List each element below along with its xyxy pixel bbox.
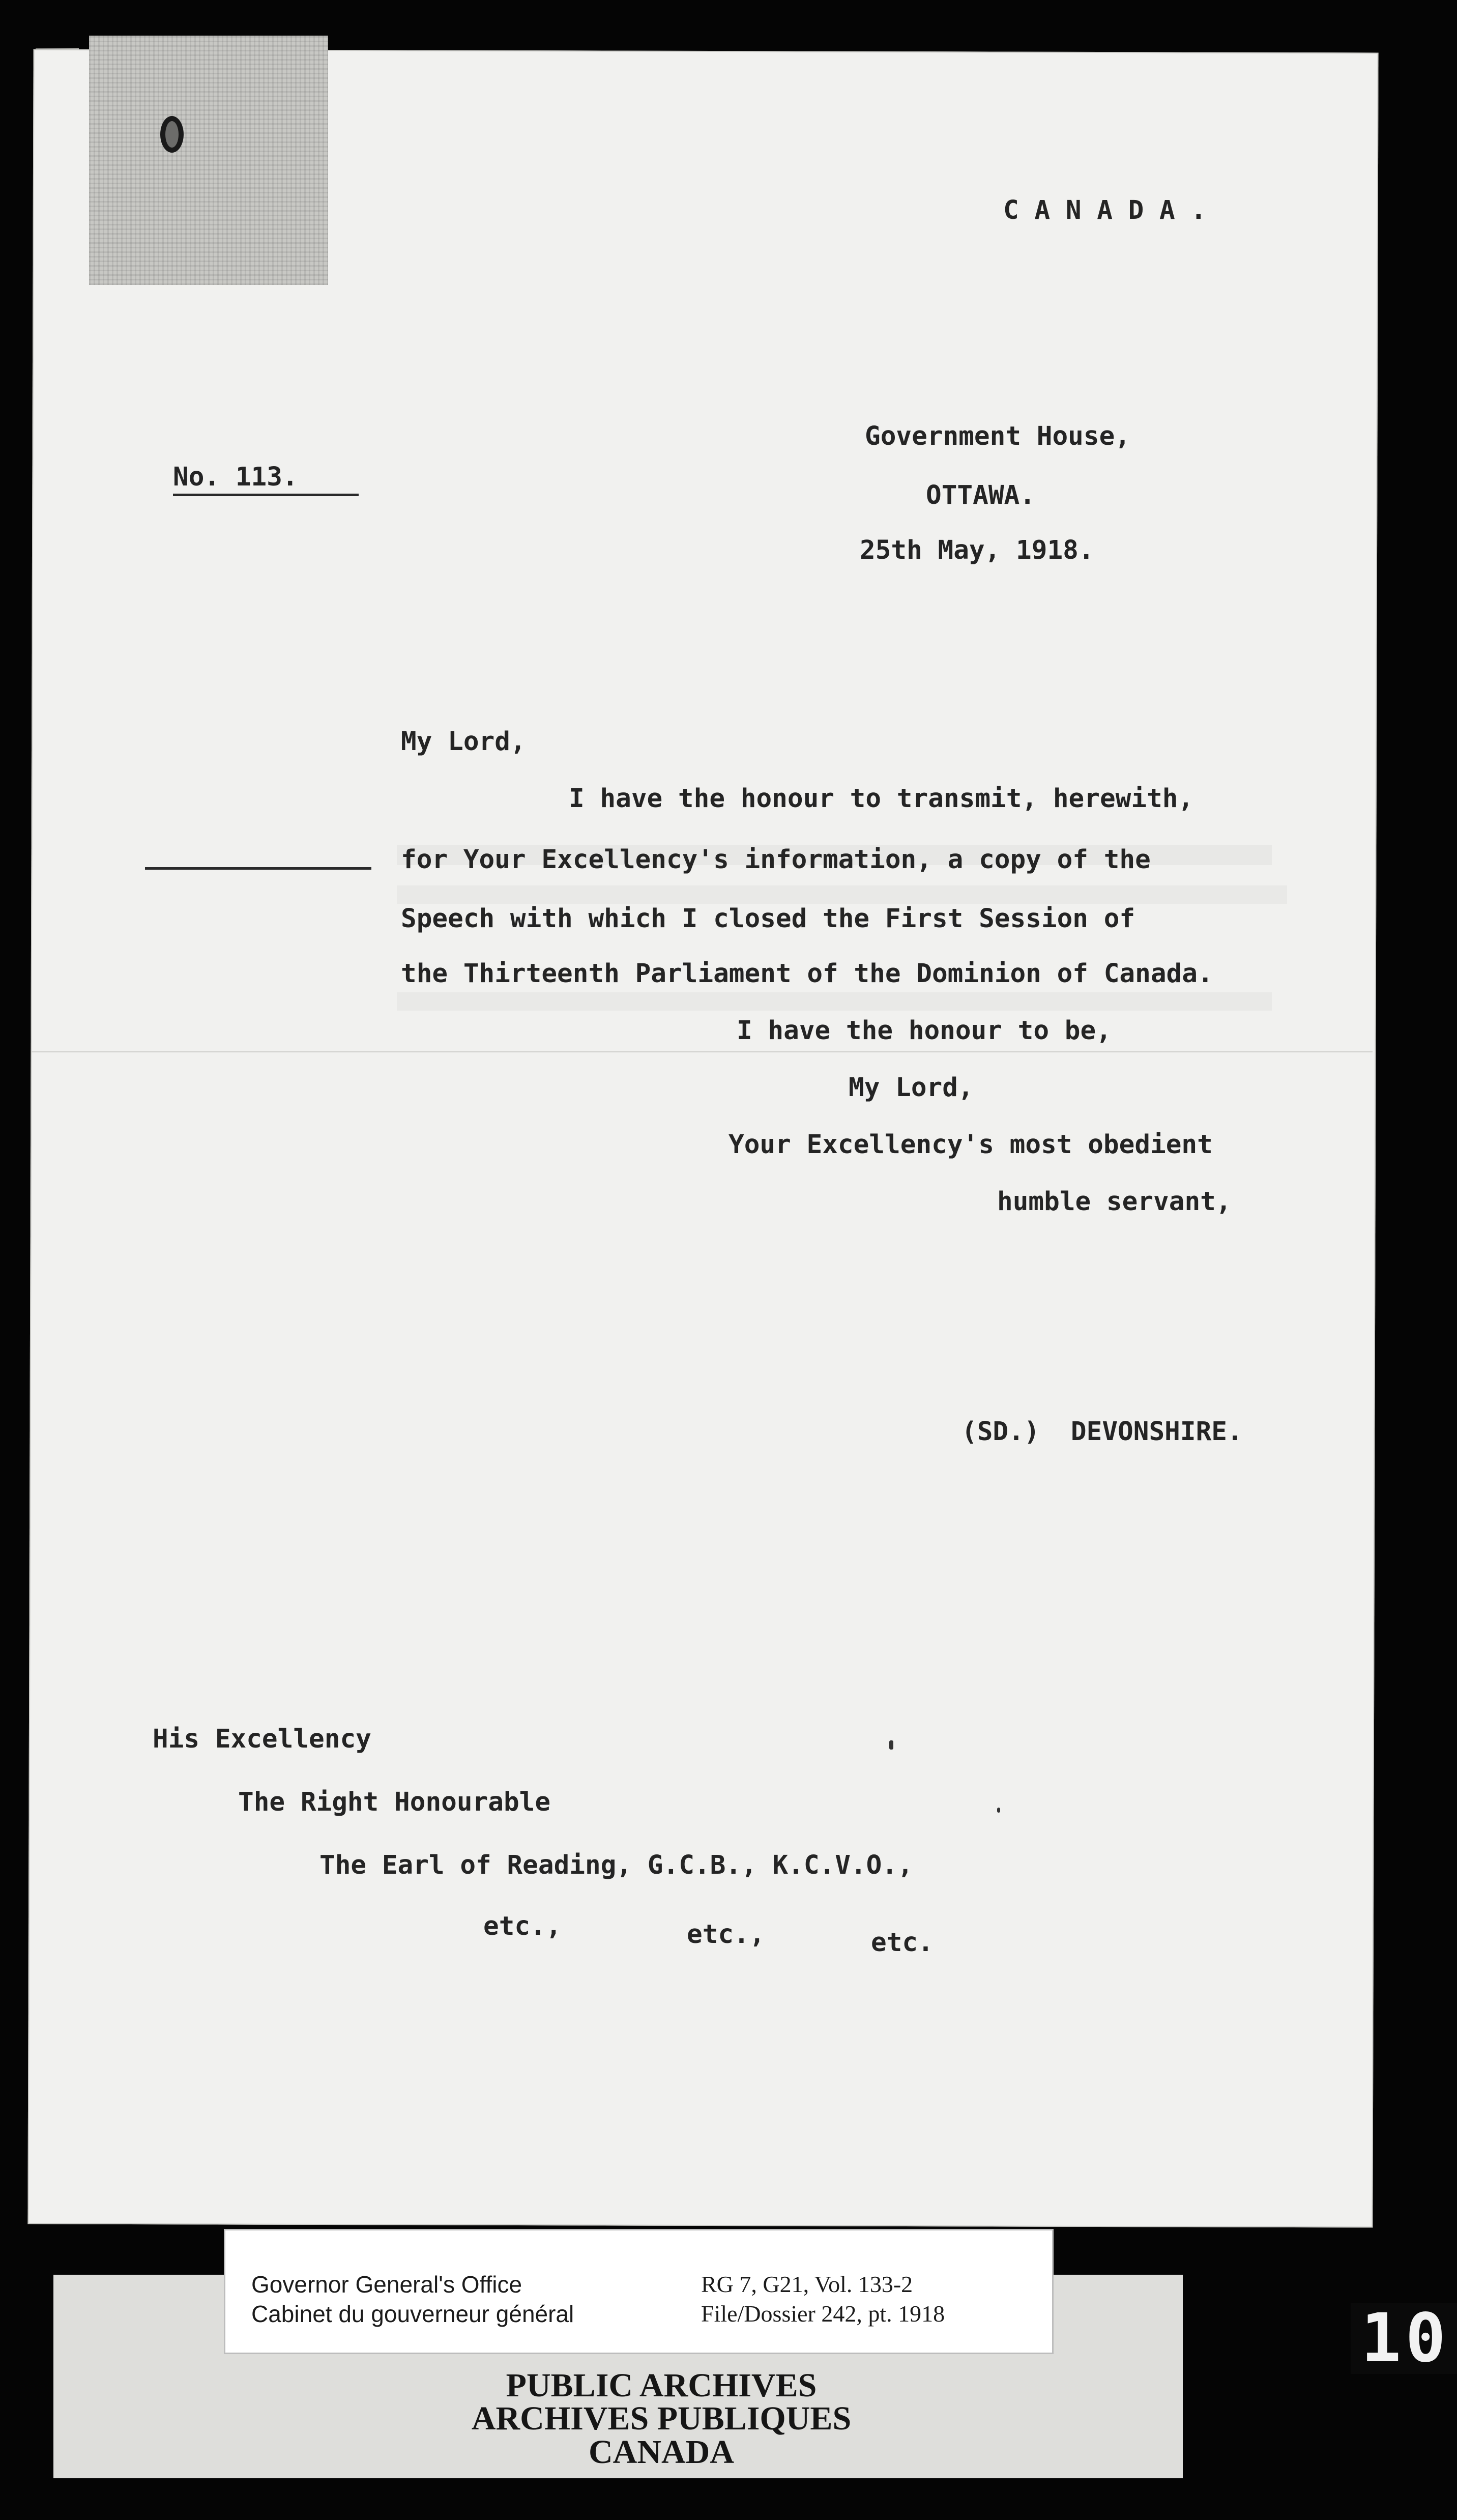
office-french: Cabinet du gouverneur général	[251, 2301, 574, 2327]
address-line-1: Government House,	[865, 421, 1130, 451]
archives-stamp-line-1: PUBLIC ARCHIVES	[506, 2367, 817, 2404]
country-heading: C A N A D A .	[1003, 195, 1207, 225]
archives-stamp-line-3: CANADA	[589, 2433, 734, 2471]
closing-line: I have the honour to be,	[737, 1016, 1112, 1046]
show-through	[397, 992, 1272, 1011]
addressee-line: His Excellency	[153, 1724, 371, 1754]
addressee-line: The Right Honourable	[238, 1787, 551, 1817]
number-underline	[173, 494, 359, 496]
archive-reference: RG 7, G21, Vol. 133-2	[701, 2271, 913, 2297]
closing-line: My Lord,	[849, 1073, 974, 1103]
signature: (SD.) DEVONSHIRE.	[961, 1417, 1243, 1447]
document-number: No. 113.	[173, 462, 298, 492]
archive-file: File/Dossier 242, pt. 1918	[701, 2301, 945, 2327]
body-line: Speech with which I closed the First Session of	[401, 904, 1135, 934]
paper-fold-line	[32, 1051, 1373, 1052]
addressee-line: The Earl of Reading, G.C.B., K.C.V.O.,	[319, 1850, 913, 1880]
margin-rule	[145, 867, 371, 870]
address-line-2: OTTAWA.	[926, 480, 1035, 510]
salutation: My Lord,	[401, 727, 526, 757]
etc-text: etc.,	[483, 1911, 562, 1941]
etc-text: etc.,	[687, 1920, 765, 1950]
closing-line: Your Excellency's most obedient	[728, 1130, 1213, 1160]
body-line: the Thirteenth Parliament of the Dominion of Canada.	[401, 959, 1213, 989]
ink-speck	[889, 1740, 893, 1750]
etc-text: etc.	[871, 1928, 934, 1958]
closing-line: humble servant,	[997, 1187, 1232, 1217]
body-line: I have the honour to transmit, herewith,	[569, 784, 1194, 814]
frame-number: 10	[1351, 2303, 1457, 2374]
punch-hole	[160, 116, 184, 153]
office-english: Governor General's Office	[251, 2271, 522, 2298]
show-through	[397, 885, 1287, 904]
ink-speck	[997, 1808, 1000, 1813]
mounting-tab	[89, 36, 328, 285]
letter-date: 25th May, 1918.	[860, 535, 1094, 565]
body-line: for Your Excellency's information, a copy of the	[401, 845, 1151, 875]
archives-stamp-line-2: ARCHIVES PUBLIQUES	[471, 2400, 852, 2437]
